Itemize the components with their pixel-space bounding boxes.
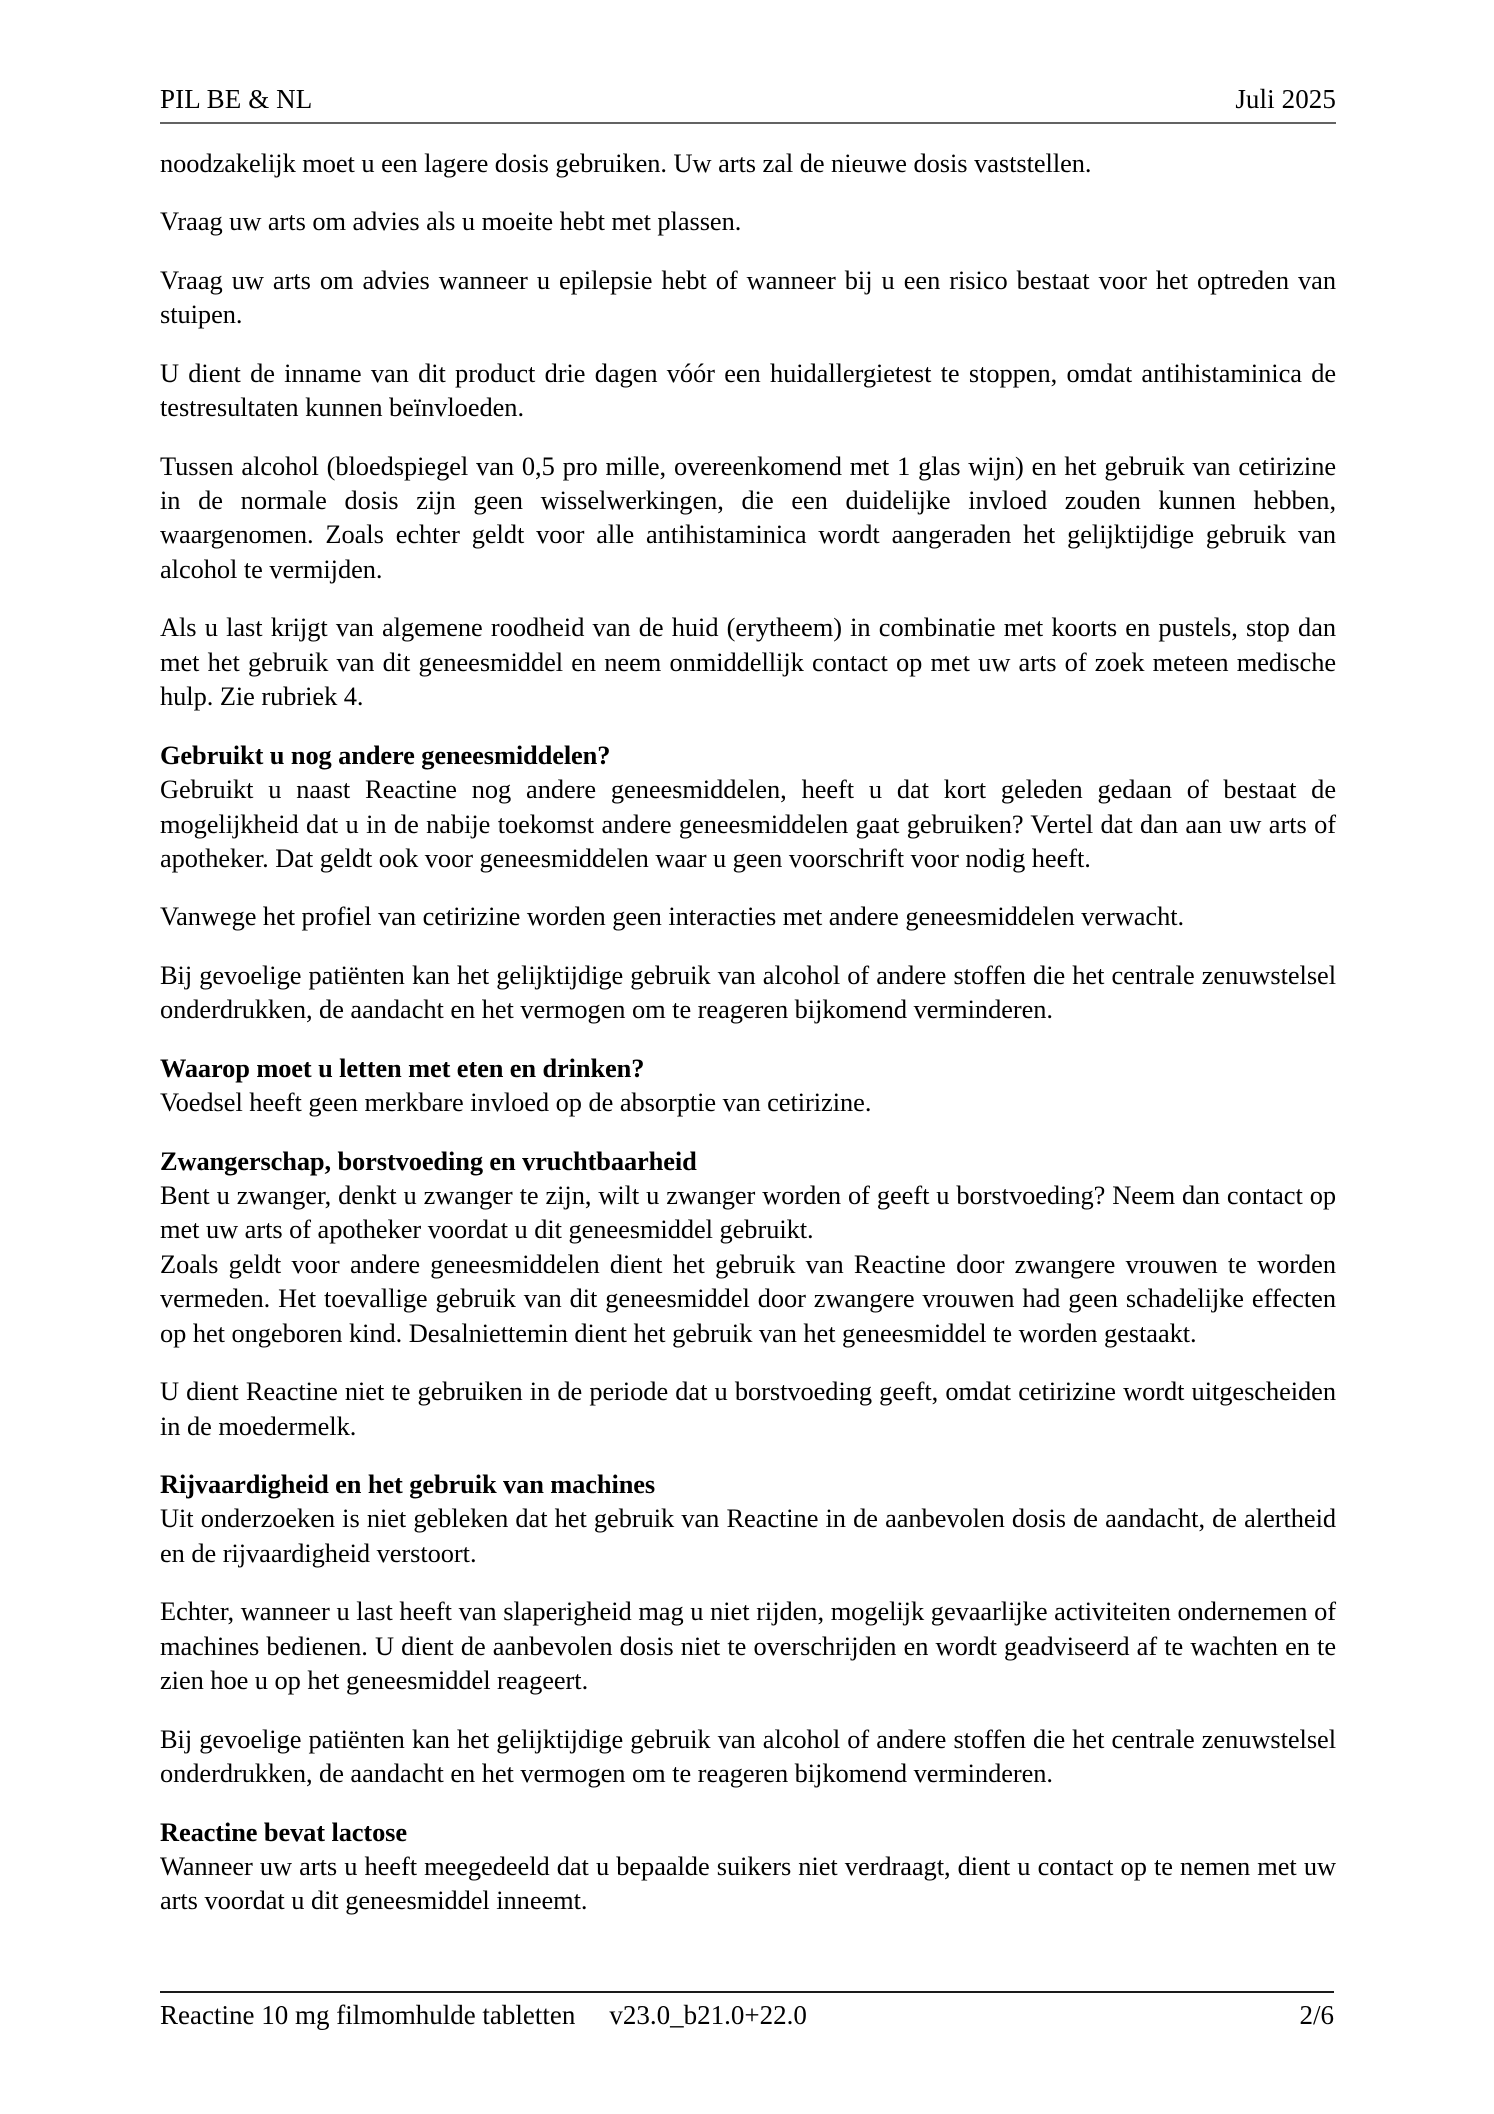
paragraph-dosis-vaststellen: noodzakelijk moet u een lagere dosis gebruiken. Uw arts zal de nieuwe dosis vaststellen. [160,147,1092,178]
page-content [160,84,1336,1942]
header-title-left: PIL BE & NL [160,84,313,114]
section-lactose [160,1815,1336,1918]
paragraph-moeite-plassen: Vraag uw arts om advies als u moeite hebt met plassen. [160,206,742,237]
heading-rijvaardigheid: Rijvaardigheid en het gebruik van machines [160,1469,656,1500]
paragraph-zwangere-vrouwen-vermeden: Zoals geldt voor andere geneesmiddelen dient het gebruik van Reactine door zwangere vrouwen te worden vermeden. Het toevallige gebruik van dit geneesmiddel door zwangere vrouwen had geen schadelijke effecten op het ongeboren kind. Desalniettemin dient het gebruik van het geneesmiddel te worden gestaakt. [160,1248,1336,1348]
paragraph-lactose-suikers: Wanneer uw arts u heeft meegedeeld dat u bepaalde suikers niet verdraagt, dient u contact op te nemen met uw arts voordat u dit geneesmiddel inneemt. [160,1850,1336,1916]
paragraph-geen-interacties: Vanwege het profiel van cetirizine worden geen interacties met andere geneesmiddelen verwacht. [160,901,1185,932]
section-zwangerschap [160,1144,1336,1351]
paragraph-voedsel-absorptie: Voedsel heeft geen merkbare invloed op de absorptie van cetirizine. [160,1087,872,1118]
footer-left-group [160,2000,807,2032]
paragraph-gevoelige-patienten-herhaling: Bij gevoelige patiënten kan het gelijktijdige gebruik van alcohol of andere stoffen die het centrale zenuwstelsel onderdrukken, de aandacht en het vermogen om te reageren bijkomend verminderen. [160,1723,1336,1789]
paragraph-alcohol-cetirizine: Tussen alcohol (bloedspiegel van 0,5 pro mille, overeenkomend met 1 glas wijn) en het gebruik van cetirizine in de normale dosis zijn geen wisselwerkingen, die een duidelijke invloed zouden kunnen hebben, waargenomen. Zoals echter geldt voor alle antihistaminica wordt aangeraden het gelijktijdige gebruik van alcohol te vermijden. [160,450,1336,584]
paragraph-gevoelige-patienten-alcohol: Bij gevoelige patiënten kan het gelijktijdige gebruik van alcohol of andere stoffen die het centrale zenuwstelsel onderdrukken, de aandacht en het vermogen om te reageren bijkomend verminderen. [160,959,1336,1025]
paragraph-huidallergietest: U dient de inname van dit product drie dagen vóór een huidallergietest te stoppen, omdat antihistaminica de testresultaten kunnen beïnvloeden. [160,357,1336,423]
paragraph-onderzoeken-rijvaardigheid: Uit onderzoeken is niet gebleken dat het gebruik van Reactine in de aanbevolen dosis de aandacht, de alertheid en de rijvaardigheid verstoort. [160,1503,1336,1568]
paragraph-slaperigheid-niet-rijden: Echter, wanneer u last heeft van slaperigheid mag u niet rijden, mogelijk gevaarlijke activiteiten ondernemen of machines bedienen. U dient de aanbevolen dosis niet te overschrijden en wordt geadviseerd af te wachten en te zien hoe u op het geneesmiddel reageert. [160,1596,1336,1696]
heading-bevat-lactose: Reactine bevat lactose [160,1816,407,1847]
footer-page-number: 2/6 [1299,2000,1334,2031]
footer-product-name: Reactine 10 mg filmomhulde tabletten [160,2000,576,2031]
heading-eten-en-drinken: Waarop moet u letten met eten en drinken? [160,1052,645,1083]
paragraph-zwanger-contact: Bent u zwanger, denkt u zwanger te zijn, wilt u zwanger worden of geeft u borstvoeding? Neem dan contact op met uw arts of apotheker voordat u dit geneesmiddel gebruikt. [160,1179,1336,1245]
paragraph-andere-geneesmiddelen: Gebruikt u naast Reactine nog andere geneesmiddelen, heeft u dat kort geleden gedaan of bestaat de mogelijkheid dat u in de nabije toekomst andere geneesmiddelen gaat gebruiken? Vertel dat dan aan uw arts of apotheker. Dat geldt ook voor geneesmiddelen waar u geen voorschrift voor nodig heeft. [160,774,1336,873]
section-rijvaardigheid [160,1467,1336,1570]
page-header [160,84,1336,124]
footer-version: v23.0_b21.0+22.0 [609,2000,807,2031]
section-andere-geneesmiddelen [160,738,1336,876]
page-footer [160,1991,1334,2032]
paragraph-borstvoeding-moedermelk: U dient Reactine niet te gebruiken in de periode dat u borstvoeding geeft, omdat cetirizine wordt uitgescheiden in de moedermelk. [160,1376,1336,1441]
header-date-right: Juli 2025 [1235,84,1336,114]
paragraph-epilepsie-stuipen: Vraag uw arts om advies wanneer u epilepsie hebt of wanneer bij u een risico bestaat voor het optreden van stuipen. [160,264,1336,330]
paragraph-erytheem-waarschuwing: Als u last krijgt van algemene roodheid van de huid (erytheem) in combinatie met koorts en pustels, stop dan met het gebruik van dit geneesmiddel en neem onmiddellijk contact op met uw arts of zoek meteen medische hulp. Zie rubriek 4. [160,612,1336,712]
section-eten-en-drinken [160,1051,1336,1120]
heading-andere-geneesmiddelen: Gebruikt u nog andere geneesmiddelen? [160,739,611,770]
document-body [160,124,1336,1918]
heading-zwangerschap: Zwangerschap, borstvoeding en vruchtbaarheid [160,1145,697,1176]
